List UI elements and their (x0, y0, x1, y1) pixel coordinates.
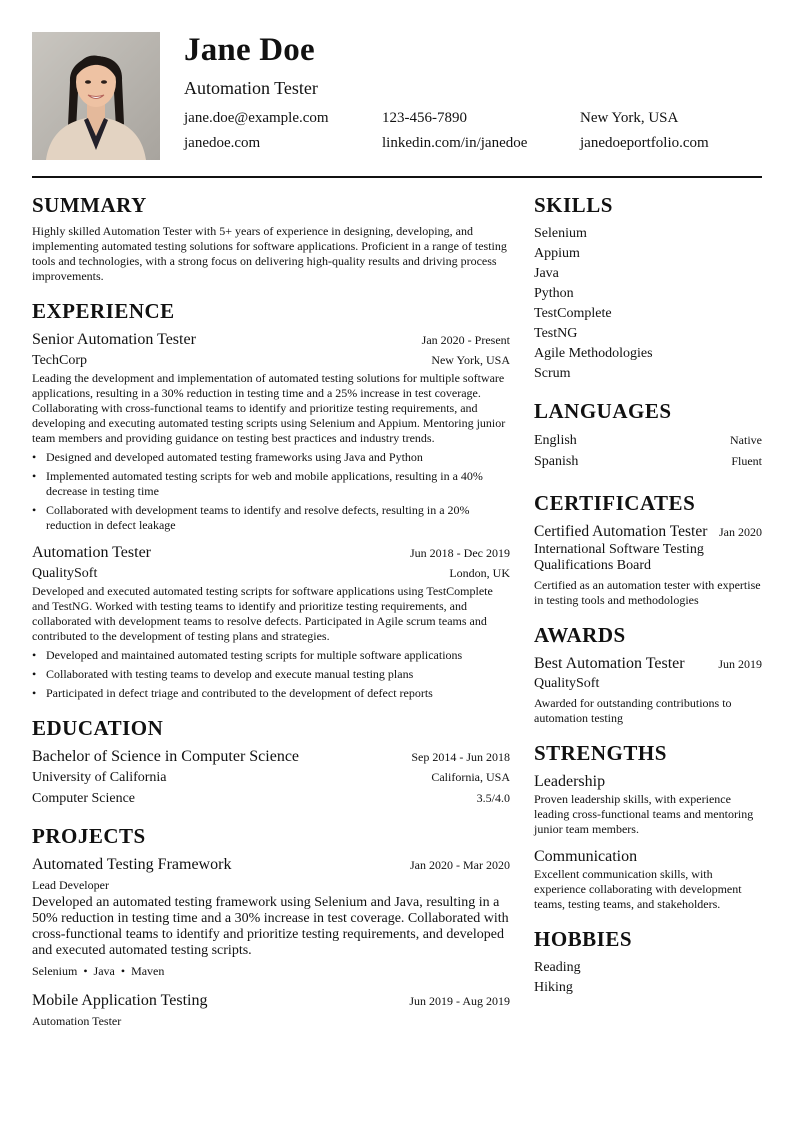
skills-heading: SKILLS (534, 193, 613, 217)
skill-item: Selenium (534, 226, 587, 241)
experience-item (32, 543, 510, 701)
award-description: Awarded for outstanding contributions to automation testing (534, 696, 732, 725)
strengths-section (534, 740, 762, 912)
job-dates: Jan 2020 - Present (421, 333, 510, 347)
project-tags (32, 963, 510, 979)
education-degree: Bachelor of Science in Computer Science (32, 748, 300, 765)
candidate-name: Jane Doe (184, 32, 315, 68)
skill-item: Java (534, 266, 559, 281)
project-item (32, 991, 510, 1031)
project-role: Lead Developer (32, 878, 109, 892)
tag-separator: • (120, 964, 126, 978)
strength-name: Leadership (534, 773, 606, 790)
summary-section (32, 192, 510, 284)
tag-separator: • (83, 964, 88, 978)
summary-text: Highly skilled Automation Tester with 5+ years of experience in designing, developing, and implementing automated testing solutions for software applications. Proficient in a range of testing tools and technologies, with a strong focus on delivering high-quality results and driving process improvements. (32, 224, 507, 283)
job-company: TechCorp (32, 353, 88, 368)
project-tag: Maven (131, 964, 165, 978)
projects-section (32, 823, 510, 1031)
job-dates: Jun 2018 - Dec 2019 (410, 546, 510, 560)
strength-description: Excellent communication skills, with experience collaborating with development teams, testing teams, and stakeholders. (534, 867, 742, 911)
experience-heading: EXPERIENCE (32, 299, 175, 323)
skill-item: Appium (534, 246, 580, 261)
contact-phone[interactable]: 123-456-7890 (382, 110, 467, 126)
project-name: Automated Testing Framework (32, 856, 232, 873)
education-section (32, 715, 510, 809)
education-location: California, USA (431, 770, 510, 784)
bullet-item: • Collaborated with development teams to identify and resolve defects, resulting in a 20% reduction in defect leakage (32, 503, 510, 533)
job-location: New York, USA (431, 353, 510, 367)
award-name: Best Automation Tester (534, 655, 685, 672)
certificate-date: Jan 2020 (719, 525, 762, 539)
contact-website[interactable]: janedoe.com (184, 135, 261, 151)
hobby-item: Hiking (534, 980, 573, 995)
awards-section (534, 622, 762, 726)
profile-photo (32, 32, 160, 160)
bullet-item: • Developed and maintained automated testing scripts for multiple software applications (32, 648, 510, 663)
language-name: Spanish (534, 454, 579, 469)
project-item (32, 855, 510, 979)
skills-section (534, 192, 762, 384)
certificates-heading: CERTIFICATES (534, 491, 696, 515)
header-divider (32, 176, 762, 178)
education-dates: Sep 2014 - Jun 2018 (411, 750, 510, 764)
skill-item: Python (534, 286, 574, 301)
language-level: Fluent (731, 454, 762, 468)
job-location: London, UK (449, 566, 510, 580)
certificate-description: Certified as an automation tester with expertise in testing tools and methodologies (534, 578, 761, 607)
bullet-item: • Designed and developed automated testing frameworks using Java and Python (32, 450, 510, 465)
education-gpa: 3.5/4.0 (476, 791, 510, 805)
skill-item: TestComplete (534, 306, 612, 321)
job-description: Leading the development and implementation of automated testing solutions for multiple software applications, resulting in a 30% reduction in testing time and a 25% increase in test coverage. Collaborating with cross-functional teams to identify and prioritize testing requirements, and developing and executing automated testing scripts using Selenium and Appium. Mentoring junior team members and providing guidance on testing best practices and industry trends. (32, 371, 506, 445)
hobby-item: Reading (534, 960, 581, 975)
education-heading: EDUCATION (32, 716, 164, 740)
skill-item: Scrum (534, 366, 571, 381)
project-tag: Java (93, 964, 115, 978)
job-bullets (32, 450, 510, 533)
contact-linkedin[interactable]: linkedin.com/in/janedoe (382, 135, 528, 151)
contact-portfolio[interactable]: janedoeportfolio.com (580, 135, 709, 151)
contact-location: New York, USA (580, 110, 679, 126)
project-role: Automation Tester (32, 1014, 122, 1028)
projects-heading: PROJECTS (32, 824, 146, 848)
job-role: Automation Tester (32, 544, 152, 561)
bullet-item: • Implemented automated testing scripts for web and mobile applications, resulting in a 40% decrease in testing time (32, 469, 510, 499)
left-column (32, 192, 510, 1031)
summary-heading: SUMMARY (32, 193, 147, 217)
certificate-issuer: International Software Testing Qualifications Board (534, 542, 704, 573)
project-dates: Jun 2019 - Aug 2019 (409, 994, 510, 1008)
contact-email[interactable]: jane.doe@example.com (184, 110, 329, 126)
languages-section (534, 398, 762, 472)
certificate-name: Certified Automation Tester (534, 523, 708, 540)
language-name: English (534, 433, 577, 448)
awards-heading: AWARDS (534, 623, 626, 647)
right-column (534, 192, 762, 998)
language-level: Native (730, 433, 762, 447)
experience-item (32, 330, 510, 533)
job-bullets (32, 648, 510, 701)
strength-description: Proven leadership skills, with experience leading cross-functional teams and mentoring junior team members. (534, 792, 754, 836)
award-issuer: QualitySoft (534, 676, 600, 691)
strength-name: Communication (534, 848, 638, 865)
bullet-item: • Collaborated with testing teams to develop and execute manual testing plans (32, 667, 510, 682)
job-role: Senior Automation Tester (32, 331, 196, 348)
award-date: Jun 2019 (718, 657, 762, 671)
experience-section (32, 298, 510, 701)
education-field: Computer Science (32, 791, 136, 806)
hobbies-heading: HOBBIES (534, 927, 633, 951)
project-tag: Selenium (32, 964, 78, 978)
hobbies-section (534, 926, 762, 998)
skill-item: Agile Methodologies (534, 346, 653, 361)
project-dates: Jan 2020 - Mar 2020 (410, 858, 510, 872)
languages-heading: LANGUAGES (534, 399, 672, 423)
education-school: University of California (32, 770, 167, 785)
project-description: Developed an automated testing framework using Selenium and Java, resulting in a 50% reduction in testing time and a 30% increase in test coverage. Collaborated with cross-functional teams to identify and prioritize testing requirements, and developed and executed automated testing scripts. (32, 895, 509, 958)
project-name: Mobile Application Testing (32, 992, 208, 1009)
job-company: QualitySoft (32, 566, 98, 581)
bullet-item: • Participated in defect triage and contributed to the development of defect reports (32, 686, 510, 701)
candidate-title: Automation Tester (184, 78, 318, 98)
job-description: Developed and executed automated testing scripts for software applications using TestComplete and TestNG. Worked with testing teams to identify and prioritize testing requirements, and collaborated with development teams to resolve defects. Participated in Agile scrum teams and contributed to the development of testing plans and strategies. (32, 584, 493, 643)
skill-item: TestNG (534, 326, 578, 341)
certificates-section (534, 490, 762, 608)
strengths-heading: STRENGTHS (534, 741, 667, 765)
